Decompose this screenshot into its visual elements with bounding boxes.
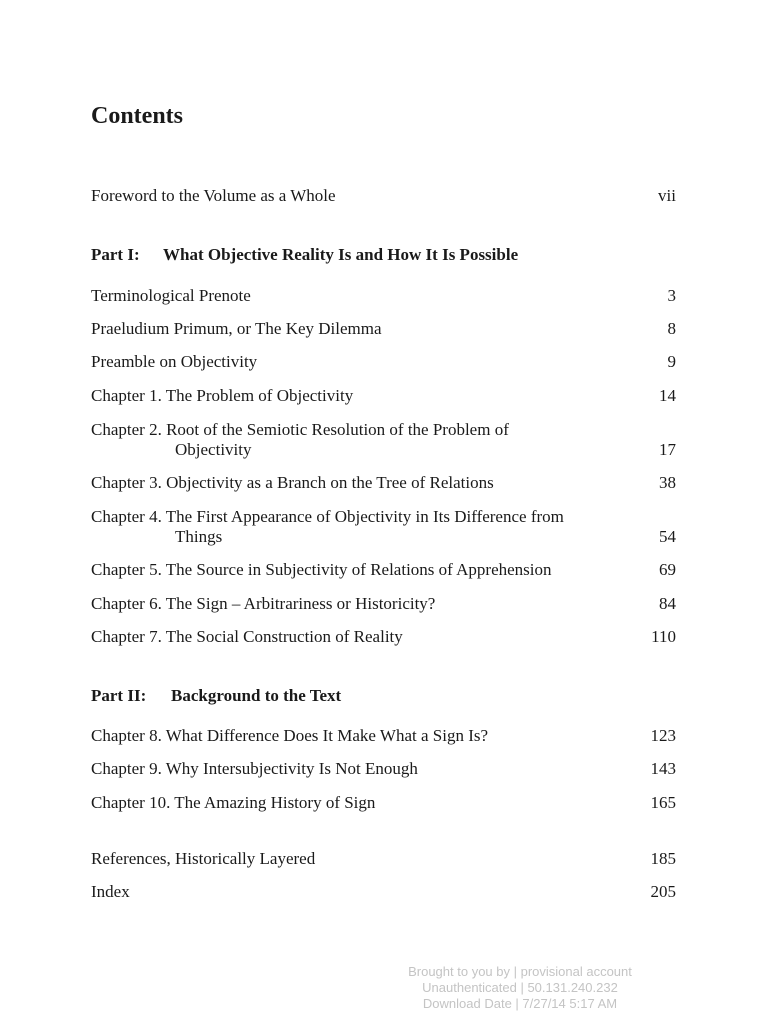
toc-entry-page: 205 [650,882,676,901]
page-title: Contents [91,103,184,129]
toc-entry-text: Index [91,882,130,901]
toc-entry-text: Chapter 3. Objectivity as a Branch on the Tree of Relations [91,473,494,492]
part-title: Background to the Text [171,686,342,705]
toc-entry [91,420,676,460]
toc-entry [91,286,676,306]
toc-entry-index [91,882,676,902]
toc-entry [91,352,676,372]
toc-entry-references [91,849,676,869]
toc-entry-page: 185 [650,849,676,868]
toc-entry-text: Chapter 10. The Amazing History of Sign [91,793,376,812]
toc-entry [91,726,676,746]
toc-entry-text: Terminological Prenote [91,286,251,305]
toc-entry-foreword [91,186,676,206]
toc-entry-text: Foreword to the Volume as a Whole [91,186,336,205]
toc-entry-page: 143 [650,759,676,778]
part-title: What Objective Reality Is and How It Is Possible [163,245,519,264]
toc-entry-page: 165 [650,793,676,812]
toc-entry-page: 9 [667,352,676,371]
toc-entry [91,793,676,813]
watermark-line: Brought to you by | provisional account [408,964,632,979]
toc-entry [91,319,676,339]
toc-entry-page: 8 [667,319,676,338]
toc-entry [91,627,676,647]
toc-entry-page: 54 [659,527,676,546]
toc-entry-continuation: Things [175,527,223,546]
toc-entry-text: Preamble on Objectivity [91,352,258,371]
toc-entry-page: 14 [659,386,676,405]
toc-entry-page: 17 [659,440,676,459]
part-heading-1 [91,245,676,265]
toc-entry-text: Praeludium Primum, or The Key Dilemma [91,319,382,338]
toc-entry [91,759,676,779]
download-watermark [380,964,660,1012]
toc-entry-page: 3 [667,286,676,305]
toc-entry-text: Chapter 6. The Sign – Arbitrariness or Historicity? [91,594,436,613]
toc-entry-page: 123 [650,726,676,745]
toc-entry-page: vii [658,186,676,205]
part-number: Part I: [91,245,140,264]
toc-entry-page: 84 [659,594,676,613]
toc-entry-text: Chapter 1. The Problem of Objectivity [91,386,354,405]
toc-entry-text: References, Historically Layered [91,849,316,868]
part-number: Part II: [91,686,147,705]
toc-entry-text: Chapter 9. Why Intersubjectivity Is Not Enough [91,759,418,778]
toc-entry-page: 110 [651,627,676,646]
toc-entry [91,386,676,406]
toc-entry-text: Chapter 2. Root of the Semiotic Resolution of the Problem of [91,420,509,439]
toc-entry-continuation: Objectivity [175,440,252,459]
toc-entry-text: Chapter 7. The Social Construction of Reality [91,627,403,646]
toc-entry [91,473,676,493]
toc-entry-text: Chapter 8. What Difference Does It Make What a Sign Is? [91,726,489,745]
toc-entry [91,560,676,580]
toc-entry [91,507,676,547]
toc-entry-page: 38 [659,473,676,492]
toc-entry-page: 69 [659,560,676,579]
toc-entry-text: Chapter 4. The First Appearance of Objectivity in Its Difference from [91,507,564,526]
toc-entry [91,594,676,614]
toc-entry-text: Chapter 5. The Source in Subjectivity of Relations of Apprehension [91,560,552,579]
watermark-line: Unauthenticated | 50.131.240.232 [422,980,618,995]
watermark-line: Download Date | 7/27/14 5:17 AM [422,996,618,1011]
part-heading-2 [91,686,676,706]
